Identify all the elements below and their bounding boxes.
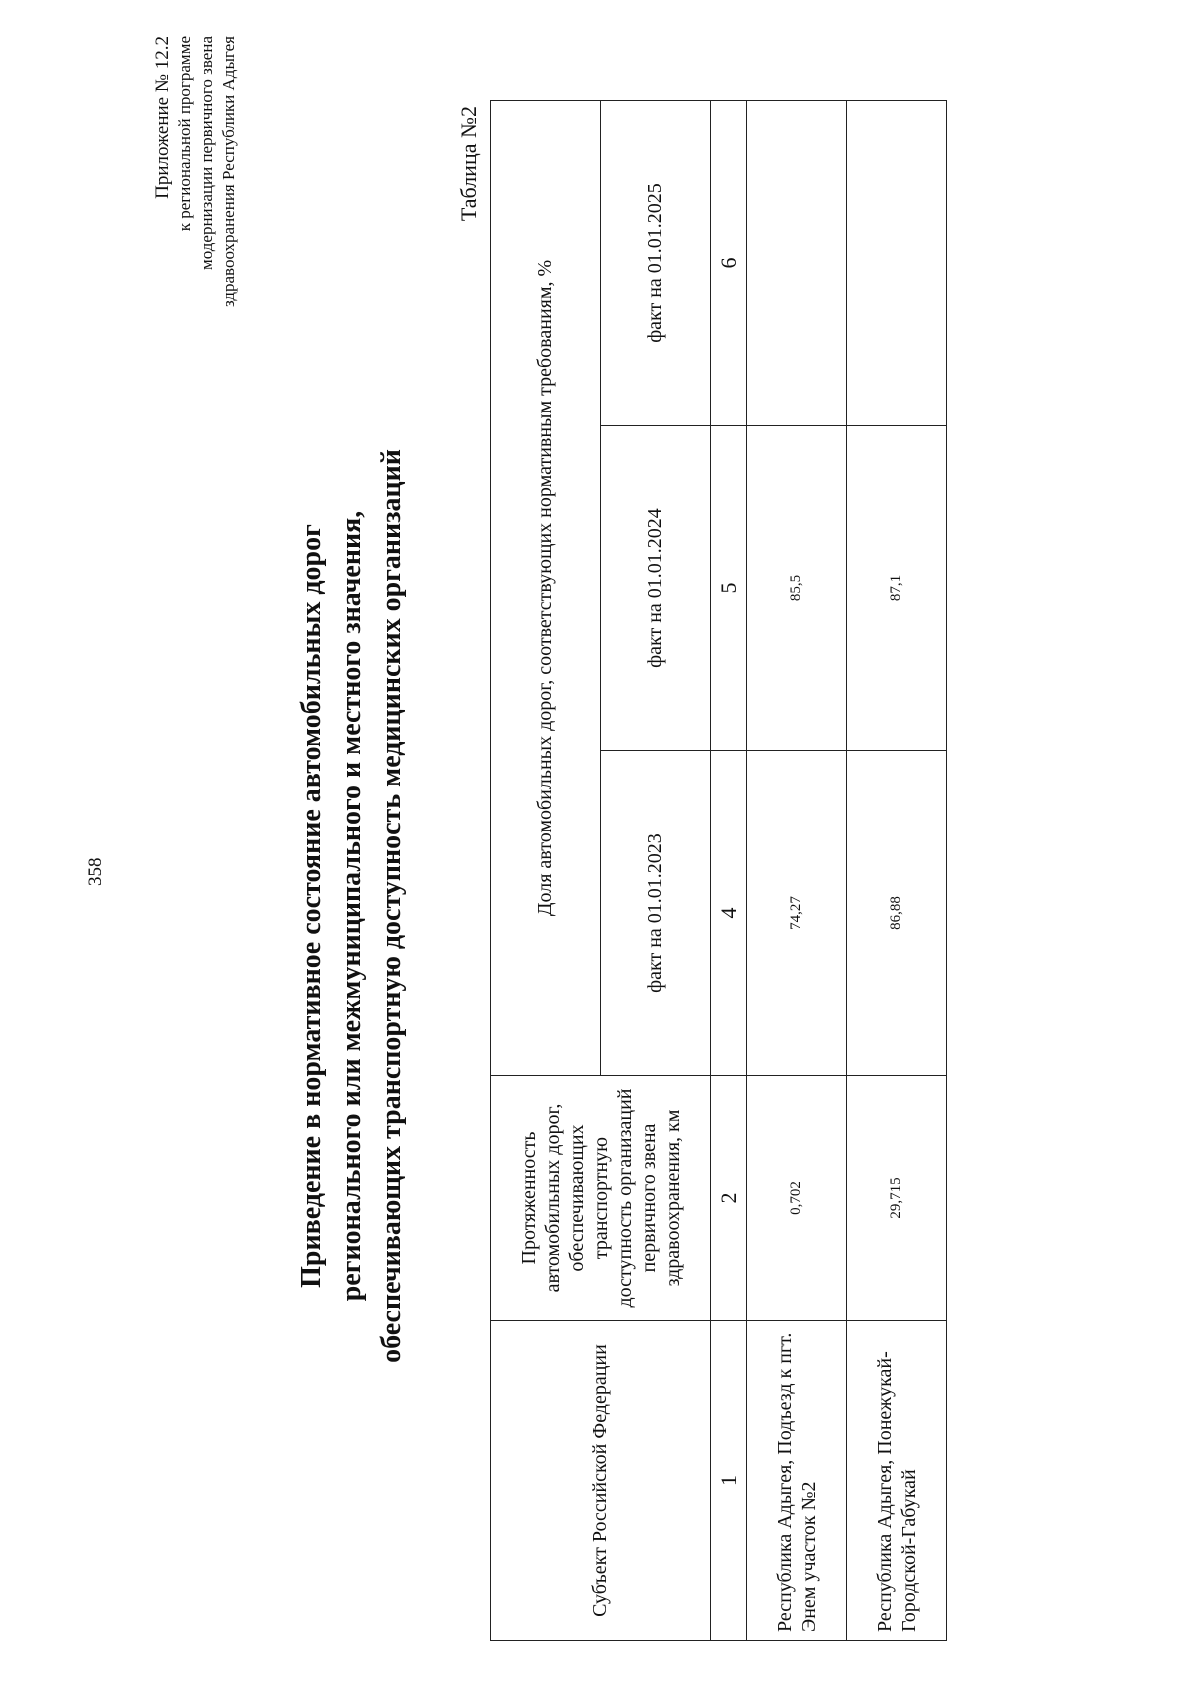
row-fact-2024: 87,1 <box>847 426 947 751</box>
row-fact-2023: 86,88 <box>847 751 947 1076</box>
column-number: 6 <box>711 100 747 425</box>
document-title <box>292 256 412 1556</box>
header-length: Протяженность автомобильных дорог, обеспечивающих транспортную доступность организаций первичного звена здравоохранения, км <box>491 1076 711 1321</box>
row-length: 29,715 <box>847 1076 947 1321</box>
column-number: 1 <box>711 1321 747 1641</box>
appendix-note <box>152 36 240 336</box>
column-number-row <box>711 100 747 1640</box>
header-share: Доля автомобильных дорог, соответствующих нормативным требованиям, % <box>491 100 601 1075</box>
table-row <box>847 100 947 1640</box>
row-length: 0,702 <box>747 1076 847 1321</box>
table-label: Таблица №2 <box>456 106 481 222</box>
table-row <box>747 100 847 1640</box>
row-fact-2025 <box>847 100 947 425</box>
title-line: Приведение в нормативное состояние автомобильных дорог <box>296 524 327 1288</box>
row-subject: Республика Адыгея, Понежукай-Городской-Габукай <box>847 1321 947 1641</box>
header-fact-2023: факт на 01.01.2023 <box>601 751 711 1076</box>
row-fact-2024: 85,5 <box>747 426 847 751</box>
row-fact-2023: 74,27 <box>747 751 847 1076</box>
appendix-line: к региональной программе <box>175 36 194 232</box>
appendix-line: здравоохранения Республики Адыгея <box>219 36 238 308</box>
row-subject: Республика Адыгея, Подъезд к пгт. Энем участок №2 <box>747 1321 847 1641</box>
appendix-line: Приложение № 12.2 <box>152 36 173 199</box>
header-subject: Субъект Российской Федерации <box>491 1321 711 1641</box>
header-fact-2025: факт на 01.01.2025 <box>601 100 711 425</box>
road-condition-table <box>490 100 947 1641</box>
title-line: регионального или межмуниципального и местного значения, <box>336 510 367 1302</box>
column-number: 5 <box>711 426 747 751</box>
header-fact-2024: факт на 01.01.2024 <box>601 426 711 751</box>
column-number: 4 <box>711 751 747 1076</box>
column-number: 2 <box>711 1076 747 1321</box>
row-fact-2025 <box>747 100 847 425</box>
page-number: 358 <box>85 857 106 886</box>
appendix-line: модернизации первичного звена <box>197 36 216 271</box>
title-line: обеспечивающих транспортную доступность медицинских организаций <box>376 449 407 1363</box>
table-header-row <box>491 100 601 1640</box>
